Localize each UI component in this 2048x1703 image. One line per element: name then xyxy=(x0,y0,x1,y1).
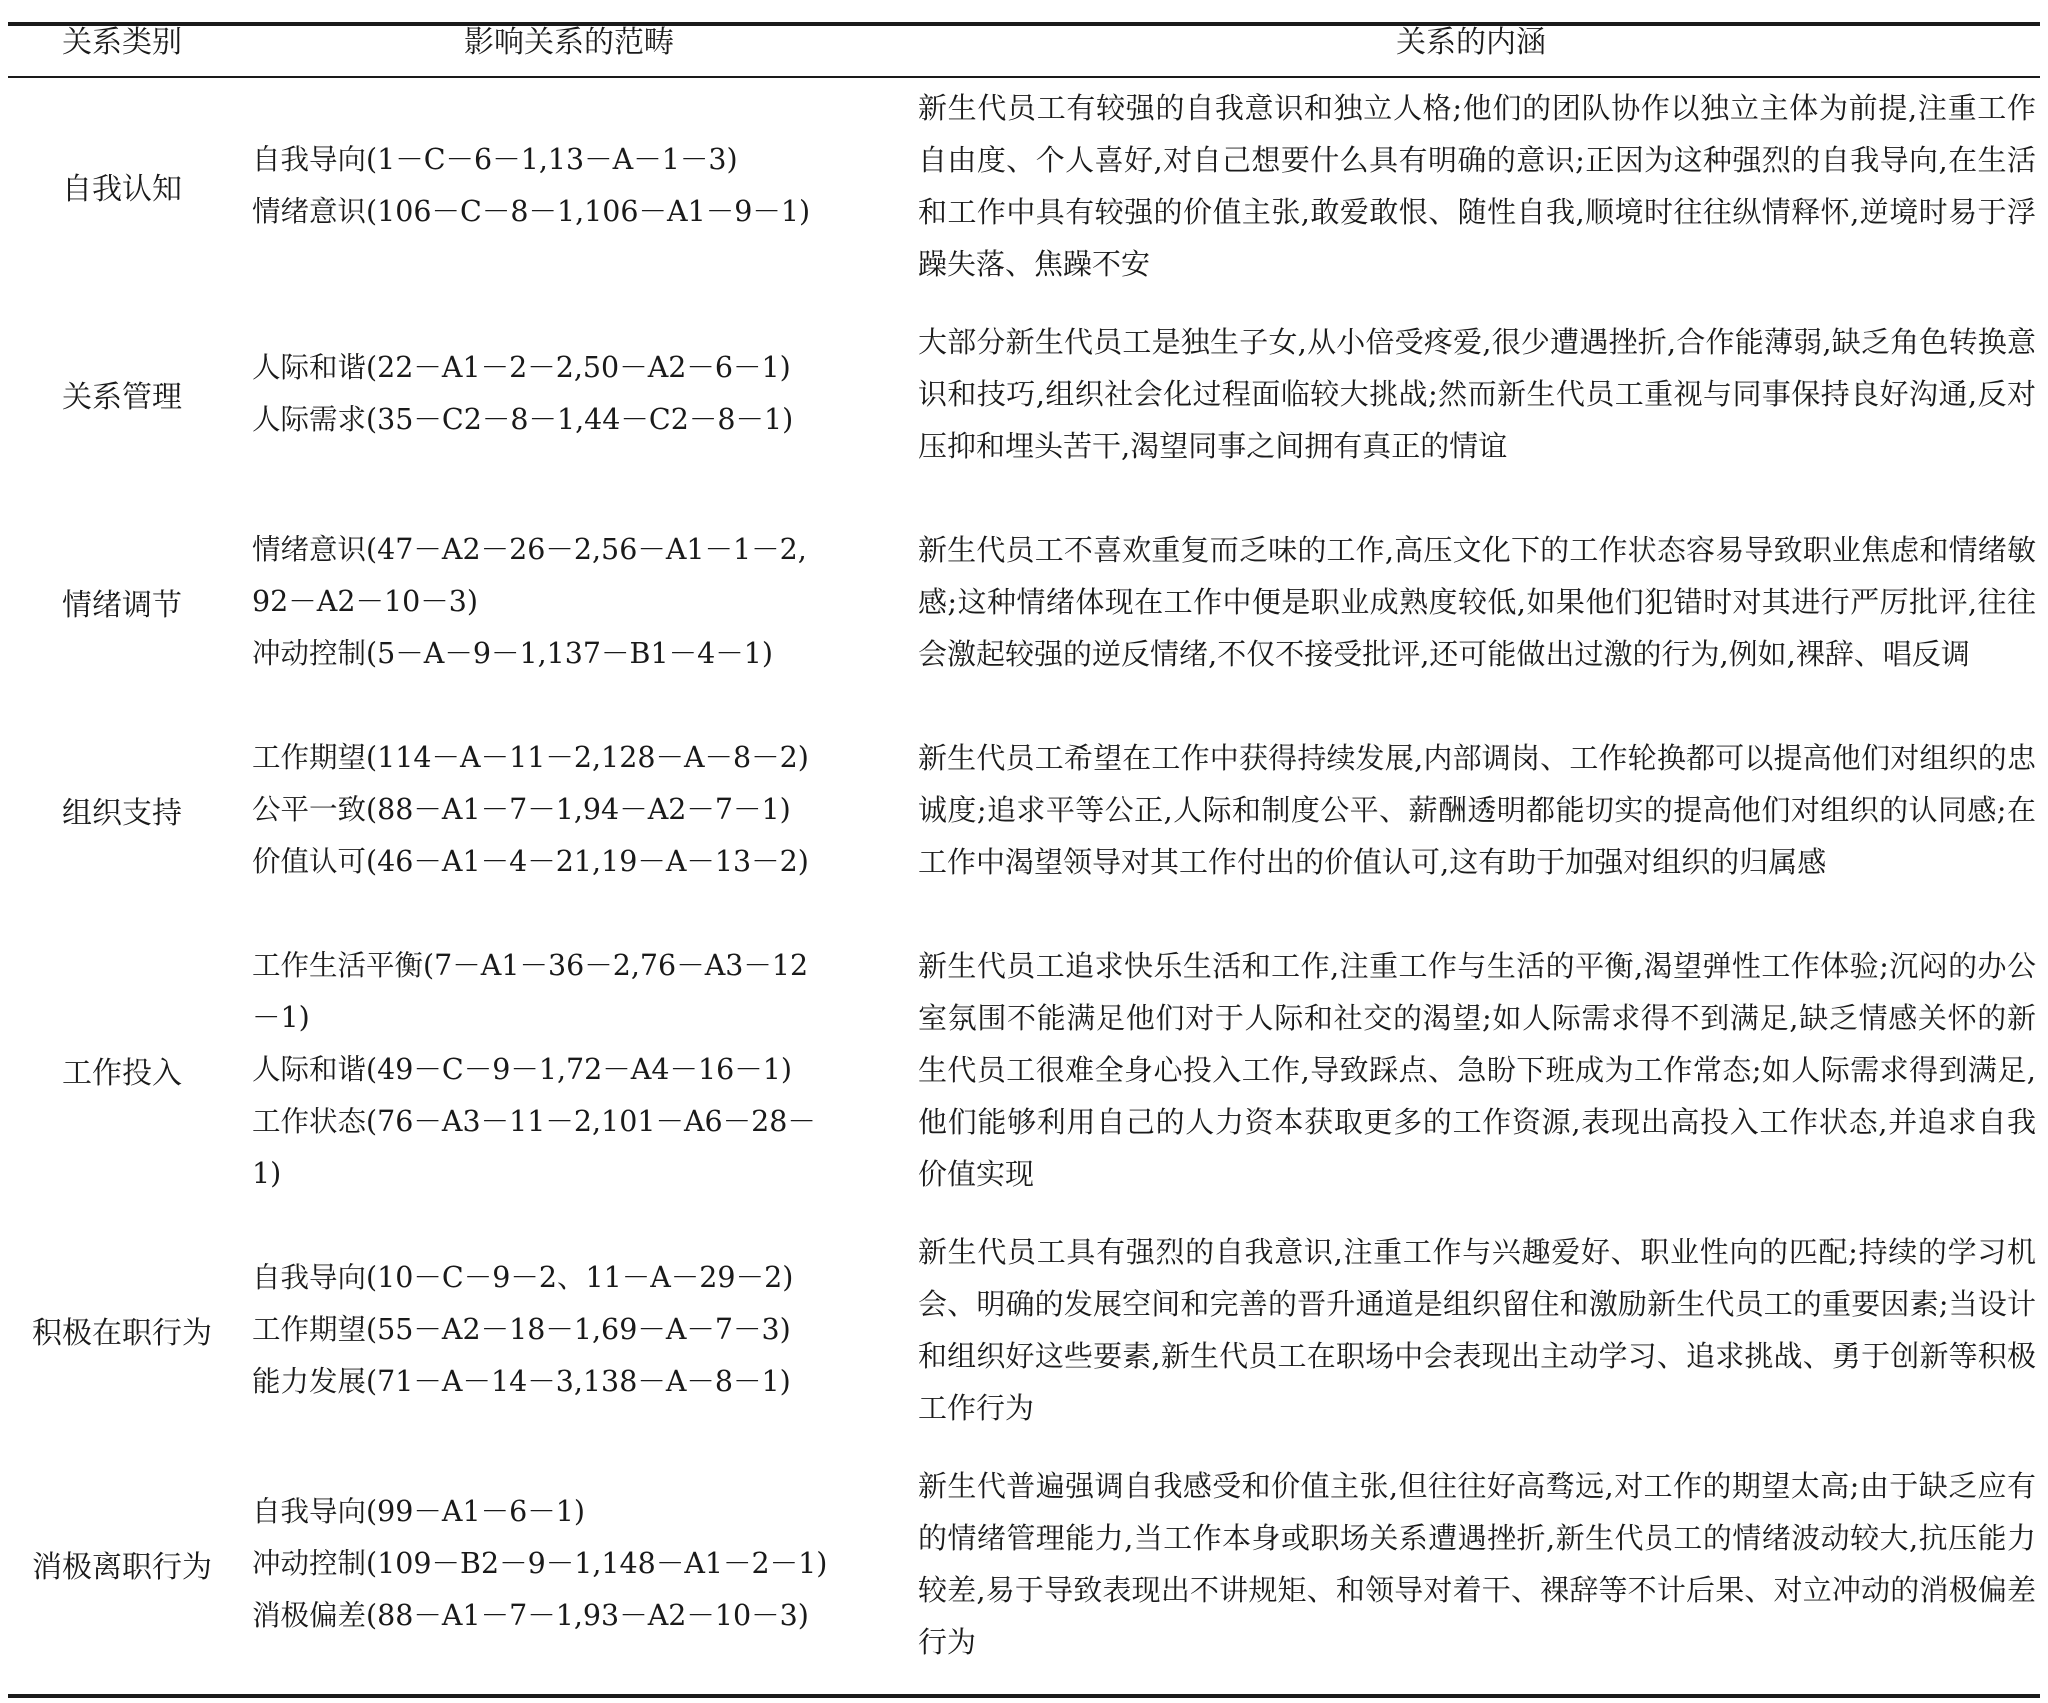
relation-meaning: 新生代员工不喜欢重复而乏味的工作,高压文化下的工作状态容易导致职业焦虑和情绪敏感;这种情绪体现在工作中便是职业成熟度较低,如果他们犯错时对其进行严厉批评,往往会激起较强的逆反情绪,不仅不接受批评,还可能做出过激的行为,例如,裸辞、唱反调 xyxy=(918,533,2036,671)
domain-item: 人际需求(35－C2－8－1,44－C2－8－1) xyxy=(252,403,794,436)
domain-item: 自我导向(10－C－9－2、11－A－29－2) xyxy=(252,1261,794,1294)
domain-item: 1) xyxy=(252,1157,282,1190)
relation-meaning: 新生代员工有较强的自我意识和独立人格;他们的团队协作以独立主体为前提,注重工作自由度、个人喜好,对自己想要什么具有明确的意识;正因为这种强烈的自我导向,在生活和工作中具有较强的价值主张,敢爱敢恨、随性自我,顺境时往往纵情释怀,逆境时易于浮躁失落、焦躁不安 xyxy=(918,91,2036,281)
domain-list xyxy=(252,732,809,888)
domain-item: 人际和谐(49－C－9－1,72－A4－16－1) xyxy=(252,1053,793,1086)
relation-meaning: 大部分新生代员工是独生子女,从小倍受疼爱,很少遭遇挫折,合作能薄弱,缺乏角色转换意识和技巧,组织社会化过程面临较大挑战;然而新生代员工重视与同事保持良好沟通,反对压抑和埋头苦干,渴望同事之间拥有真正的情谊 xyxy=(918,325,2036,463)
header-relation-category: 关系类别 xyxy=(62,25,182,60)
domain-item: 情绪意识(106－C－8－1,106－A1－9－1) xyxy=(252,195,811,228)
domain-item: －1) xyxy=(252,1001,310,1034)
domain-list xyxy=(252,940,816,1200)
domain-list xyxy=(252,524,807,680)
domain-item: 价值认可(46－A1－4－21,19－A－13－2) xyxy=(252,845,809,878)
relation-category: 自我认知 xyxy=(62,172,182,207)
domain-item: 自我导向(1－C－6－1,13－A－1－3) xyxy=(252,143,738,176)
domain-item: 工作期望(114－A－11－2,128－A－8－2) xyxy=(252,741,809,774)
domain-item: 工作期望(55－A2－18－1,69－A－7－3) xyxy=(252,1313,791,1346)
header-relation-meaning: 关系的内涵 xyxy=(1396,25,1546,60)
category-cell xyxy=(8,1226,236,1434)
relation-category: 消极离职行为 xyxy=(32,1550,212,1585)
domain-list xyxy=(252,342,793,446)
domain-cell xyxy=(252,706,902,914)
meaning-cell xyxy=(918,706,2036,914)
table-row xyxy=(0,914,2048,1226)
meaning-cell xyxy=(918,1434,2036,1694)
category-cell xyxy=(8,706,236,914)
meaning-cell xyxy=(918,82,2036,290)
domain-list xyxy=(252,1252,793,1408)
relation-meaning: 新生代员工追求快乐生活和工作,注重工作与生活的平衡,渴望弹性工作体验;沉闷的办公室氛围不能满足他们对于人际和社交的渴望;如人际需求得不到满足,缺乏情感关怀的新生代员工很难全身心投入工作,导致踩点、急盼下班成为工作常态;如人际需求得到满足,他们能够利用自己的人力资本获取更多的工作资源,表现出高投入工作状态,并追求自我价值实现 xyxy=(918,949,2036,1191)
domain-item: 自我导向(99－A1－6－1) xyxy=(252,1495,585,1528)
meaning-cell xyxy=(918,290,2036,498)
domain-cell xyxy=(252,82,902,290)
domain-cell xyxy=(252,290,902,498)
domain-item: 92－A2－10－3) xyxy=(252,585,478,618)
table-bottom-rule xyxy=(8,1694,2040,1698)
relation-category: 关系管理 xyxy=(62,380,182,415)
domain-item: 情绪意识(47－A2－26－2,56－A1－1－2, xyxy=(252,533,807,566)
header-influence-domain: 影响关系的范畴 xyxy=(464,25,674,60)
relation-category: 组织支持 xyxy=(62,796,182,831)
relation-category: 积极在职行为 xyxy=(32,1316,212,1351)
meaning-cell xyxy=(918,498,2036,706)
domain-list xyxy=(252,1486,827,1642)
category-cell xyxy=(8,914,236,1226)
domain-item: 工作状态(76－A3－11－2,101－A6－28－ xyxy=(252,1105,816,1138)
relation-meaning: 新生代员工希望在工作中获得持续发展,内部调岗、工作轮换都可以提高他们对组织的忠诚度;追求平等公正,人际和制度公平、薪酬透明都能切实的提高他们对组织的认同感;在工作中渴望领导对其工作付出的价值认可,这有助于加强对组织的归属感 xyxy=(918,741,2036,879)
domain-item: 能力发展(71－A－14－3,138－A－8－1) xyxy=(252,1365,791,1398)
domain-item: 冲动控制(109－B2－9－1,148－A1－2－1) xyxy=(252,1547,828,1580)
meaning-cell xyxy=(918,1226,2036,1434)
table-row xyxy=(0,706,2048,914)
category-cell xyxy=(8,290,236,498)
relation-category: 情绪调节 xyxy=(62,588,182,623)
table-row xyxy=(0,290,2048,498)
meaning-cell xyxy=(918,914,2036,1226)
relation-meaning: 新生代普遍强调自我感受和价值主张,但往往好高骛远,对工作的期望太高;由于缺乏应有的情绪管理能力,当工作本身或职场关系遭遇挫折,新生代员工的情绪波动较大,抗压能力较差,易于导致表现出不讲规矩、和领导对着干、裸辞等不计后果、对立冲动的消极偏差行为 xyxy=(918,1469,2036,1659)
table-row xyxy=(0,82,2048,290)
category-cell xyxy=(8,82,236,290)
category-cell xyxy=(8,498,236,706)
relation-category: 工作投入 xyxy=(62,1056,182,1091)
domain-item: 工作生活平衡(7－A1－36－2,76－A3－12 xyxy=(252,949,809,982)
domain-cell xyxy=(252,498,902,706)
domain-item: 冲动控制(5－A－9－1,137－B1－4－1) xyxy=(252,637,774,670)
domain-cell xyxy=(252,1226,902,1434)
category-cell xyxy=(8,1434,236,1694)
domain-cell xyxy=(252,914,902,1226)
domain-item: 人际和谐(22－A1－2－2,50－A2－6－1) xyxy=(252,351,791,384)
table-row xyxy=(0,1434,2048,1694)
table-row xyxy=(0,1226,2048,1434)
domain-list xyxy=(252,134,810,238)
relation-meaning: 新生代员工具有强烈的自我意识,注重工作与兴趣爱好、职业性向的匹配;持续的学习机会、明确的发展空间和完善的晋升通道是组织留住和激励新生代员工的重要因素;当设计和组织好这些要素,新生代员工在职场中会表现出主动学习、追求挑战、勇于创新等积极工作行为 xyxy=(918,1235,2036,1425)
table-row xyxy=(0,498,2048,706)
domain-item: 公平一致(88－A1－7－1,94－A2－7－1) xyxy=(252,793,791,826)
domain-item: 消极偏差(88－A1－7－1,93－A2－10－3) xyxy=(252,1599,809,1632)
domain-cell xyxy=(252,1434,902,1694)
